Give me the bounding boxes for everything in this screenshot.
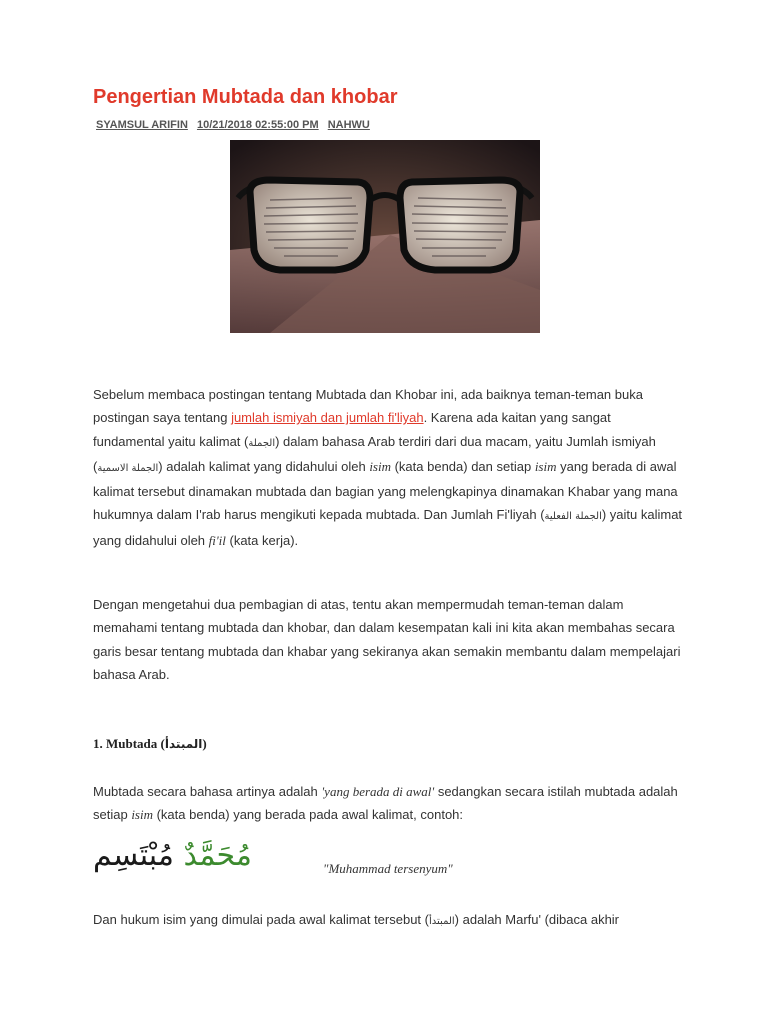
intro-text: ) yaitu kalimat yang didahului oleh <box>93 507 683 548</box>
label-link[interactable]: NAHWU <box>327 119 370 131</box>
rule-text: ) adalah Marfu' (dibaca akhir <box>454 912 620 927</box>
heading-text: 1. Mubtada ( <box>93 736 165 751</box>
arabic-term: الجملة الفعلية <box>544 511 602 523</box>
rule-paragraph <box>93 908 683 933</box>
intro-text: (kata kerja). <box>225 532 299 548</box>
post-title[interactable]: Pengertian Mubtada dan khobar <box>93 86 398 108</box>
arabic-term: الجملة الاسمية <box>97 462 159 474</box>
intro-text: ) adalah kalimat yang didahului oleh <box>158 458 370 474</box>
example-translation: "Muhammad tersenyum" <box>323 861 453 876</box>
heading-text: ) <box>202 736 207 751</box>
definition-text: sedangkan secara istilah mubtada adalah setiap <box>93 784 678 823</box>
italic-term: isim <box>369 458 391 474</box>
definition-paragraph <box>93 780 683 827</box>
definition-text: (kata benda) yang berada pada awal kalimat, contoh: <box>152 807 464 823</box>
date-link[interactable]: 10/21/2018 02:55:00 PM <box>196 119 319 131</box>
jumlah-link[interactable]: jumlah ismiyah dan jumlah fi'liyah <box>231 410 424 426</box>
intro-text: . Karena ada kaitan yang sangat fundamental yaitu kalimat ( <box>93 410 611 449</box>
intro-text: ) dalam bahasa Arab terdiri dari dua macam, yaitu Jumlah ismiyah ( <box>93 433 656 474</box>
intro-text: Sebelum membaca postingan tentang Mubtada dan Khobar ini, ada baiknya teman-teman buka postingan saya tentang <box>93 387 643 426</box>
arabic-term: المبتدأ <box>429 916 455 927</box>
definition-text: Mubtada secara bahasa artinya adalah <box>93 784 322 799</box>
italic-quote: 'yang berada di awal' <box>321 784 435 799</box>
section-heading-mubtada <box>93 736 207 752</box>
arabic-khabar: مُبْتَسِم <box>93 838 174 873</box>
second-paragraph: Dengan mengetahui dua pembagian di atas, tentu akan mempermudah teman-teman dalam memahami tentang mubtada dan khobar, dan dalam kesempatan kali ini kita akan membahas secara garis besar tentang mubtada dan khabar yang sekiranya akan semakin membantu dalam mempelajari bahasa Arab. <box>93 597 681 682</box>
italic-term: fi'il <box>208 532 226 548</box>
intro-text: (kata benda) dan setiap <box>390 458 535 474</box>
arabic-example <box>93 838 252 873</box>
italic-term: isim <box>534 458 557 474</box>
author-link[interactable]: SYAMSUL ARIFIN <box>96 119 188 131</box>
post-meta <box>96 119 376 131</box>
example-sentence <box>93 838 683 888</box>
rule-text: Dan hukum isim yang dimulai pada awal kalimat tersebut ( <box>93 912 429 927</box>
italic-term: isim <box>131 807 153 823</box>
intro-text: yang berada di awal kalimat tersebut dinamakan mubtada dan bagian yang melengkapinya dinamakan Khabar yang mana hukumnya dalam I'rab harus mengikuti kepada mubtada. Dan Jumlah Fi'liyah ( <box>93 458 678 523</box>
arabic-mubtada: مُحَمَّدٌ <box>183 838 252 873</box>
post-image <box>230 140 540 333</box>
heading-arabic: المبتدأ <box>164 737 203 751</box>
intro-paragraph <box>93 383 683 552</box>
arabic-term: الجملة <box>248 437 276 449</box>
